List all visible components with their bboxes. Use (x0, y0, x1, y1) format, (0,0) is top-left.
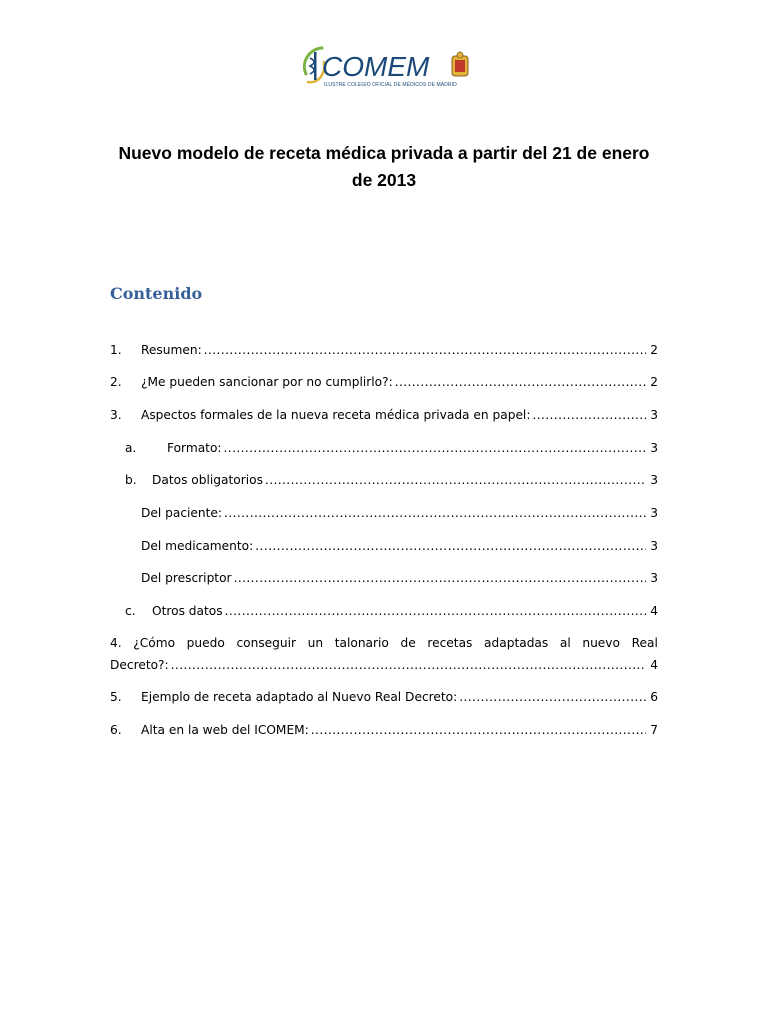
toc-entry-4-line-1[interactable] (110, 633, 658, 653)
toc-entry-3c[interactable] (110, 601, 658, 621)
toc-entry-2[interactable] (110, 372, 658, 392)
toc-entry-3b-medicamento[interactable] (110, 536, 658, 556)
toc-leader-dots (311, 720, 646, 740)
toc-entry-number: c. (125, 604, 136, 618)
toc-entry-page: 6 (650, 690, 658, 704)
toc-entry-page: 3 (650, 539, 658, 553)
toc-leader-dots (224, 503, 646, 523)
toc-entry-text: Datos obligatorios (152, 473, 263, 487)
toc-entry-text: Ejemplo de receta adaptado al Nuevo Real Decreto: (141, 690, 458, 704)
contents-heading: Contenido (110, 284, 203, 303)
toc-entry-word: nuevo (582, 636, 620, 650)
document-title-line-1: Nuevo modelo de receta médica privada a partir del 21 de enero (118, 143, 650, 163)
toc-entry-page: 7 (650, 723, 658, 737)
toc-leader-dots (234, 568, 647, 588)
toc-leader-dots (532, 405, 646, 425)
toc-entry-number: 3. (110, 408, 122, 422)
toc-entry-word: conseguir (236, 636, 297, 650)
toc-entry-5[interactable] (110, 687, 658, 707)
toc-entry-text: Alta en la web del ICOMEM: (141, 723, 309, 737)
toc-leader-dots (225, 601, 647, 621)
toc-entry-word: de (400, 636, 416, 650)
toc-entry-3[interactable] (110, 405, 658, 425)
document-title (100, 140, 668, 194)
toc-leader-dots (459, 687, 646, 707)
toc-leader-dots (265, 470, 646, 490)
logo-wordmark: COMEM (322, 51, 430, 82)
toc-entry-number: 6. (110, 723, 122, 737)
logo-subtitle: ILUSTRE COLEGIO OFICIAL DE MÉDICOS DE MADRID (324, 82, 457, 88)
toc-entry-page: 3 (650, 408, 658, 422)
toc-entry-word: adaptadas (484, 636, 549, 650)
toc-entry-word: Real (631, 636, 658, 650)
toc-entry-word: ¿Cómo (133, 636, 176, 650)
toc-entry-page: 4 (650, 658, 658, 672)
toc-entry-number: 1. (110, 343, 122, 357)
toc-entry-text: Otros datos (152, 604, 223, 618)
toc-entry-page: 3 (650, 506, 658, 520)
toc-entry-text: Aspectos formales de la nueva receta médica privada en papel: (141, 408, 531, 422)
toc-leader-dots (204, 340, 647, 360)
toc-leader-dots (255, 536, 646, 556)
toc-entry-text: Del paciente: (141, 506, 223, 520)
toc-entry-word: talonario (334, 636, 389, 650)
toc-entry-number: b. (125, 473, 137, 487)
toc-entry-page: 2 (650, 343, 658, 357)
toc-entry-text: ¿Me pueden sancionar por no cumplirlo?: (141, 375, 393, 389)
toc-entry-page: 3 (650, 473, 658, 487)
toc-entry-4-line-2[interactable] (110, 655, 658, 675)
toc-entry-word: un (307, 636, 324, 650)
toc-entry-number: 2. (110, 375, 122, 389)
toc-entry-page: 4 (650, 604, 658, 618)
toc-entry-6[interactable] (110, 720, 658, 740)
toc-entry-number: a. (125, 441, 137, 455)
toc-entry-text: Del medicamento: (141, 539, 254, 553)
toc-entry-text: Formato: (167, 441, 222, 455)
toc-entry-3b-prescriptor[interactable] (110, 568, 658, 588)
toc-entry-text: Decreto?: (110, 658, 169, 672)
toc-entry-word: al (559, 636, 571, 650)
toc-entry-page: 2 (650, 375, 658, 389)
toc-leader-dots (224, 438, 647, 458)
toc-entry-number: 5. (110, 690, 122, 704)
toc-entry-page: 3 (650, 571, 658, 585)
toc-entry-3b[interactable] (110, 470, 658, 490)
toc-entry-word: puedo (186, 636, 225, 650)
toc-entry-number: 4. (110, 636, 122, 650)
toc-entry-1[interactable] (110, 340, 658, 360)
toc-leader-dots (171, 655, 647, 675)
toc-entry-3b-paciente[interactable] (110, 503, 658, 523)
document-title-line-2: de 2013 (351, 170, 417, 190)
toc-entry-text: Del prescriptor (141, 571, 232, 585)
toc-entry-page: 3 (650, 441, 658, 455)
toc-entry-word: recetas (427, 636, 473, 650)
toc-entry-text: Resumen: (141, 343, 202, 357)
icomem-logo (298, 44, 474, 94)
toc-leader-dots (395, 372, 647, 392)
toc-entry-3a[interactable] (110, 438, 658, 458)
